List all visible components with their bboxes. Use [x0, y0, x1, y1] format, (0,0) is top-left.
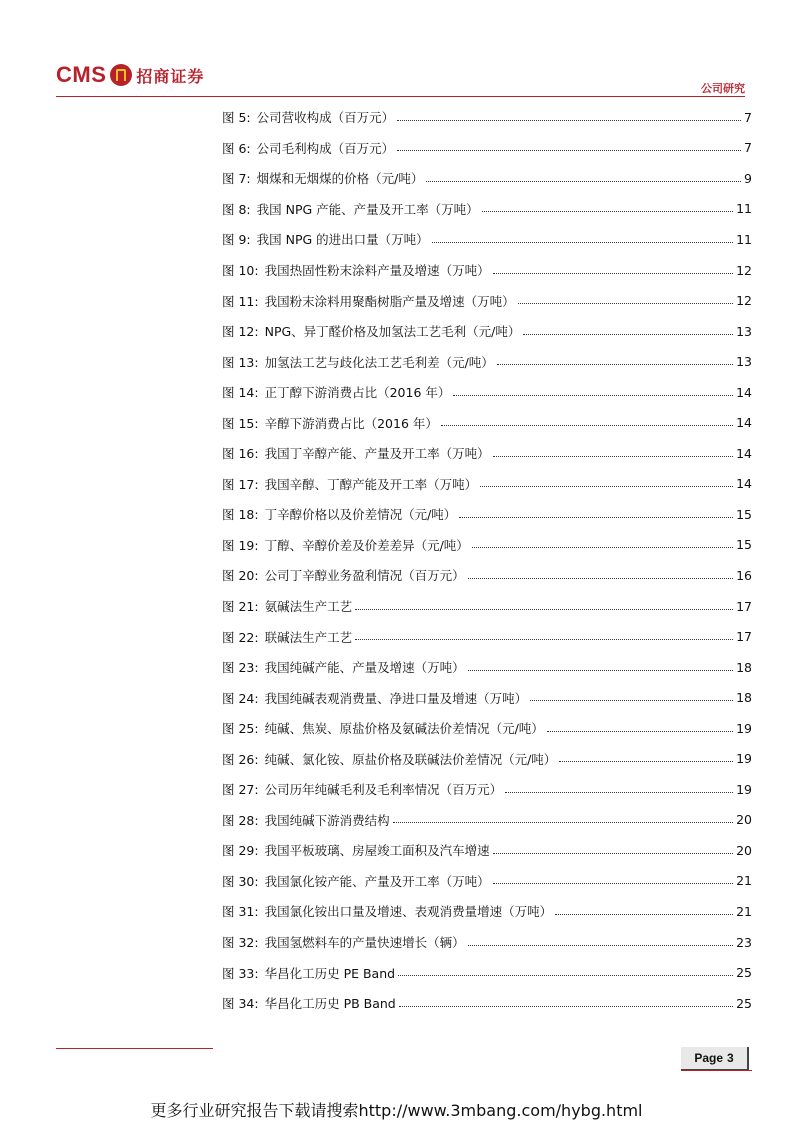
- figure-page-number: 18: [736, 659, 752, 675]
- figure-title: 我国辛醇、丁醇产能及开工率（万吨）: [264, 476, 478, 492]
- figure-title: 纯碱、焦炭、原盐价格及氨碱法价差情况（元/吨）: [264, 721, 544, 737]
- footnote-divider: [56, 1048, 213, 1049]
- figure-title: 公司营收构成（百万元）: [256, 110, 395, 126]
- toc-entry[interactable]: [222, 957, 752, 988]
- figure-page-number: 18: [736, 690, 752, 706]
- figure-number: 图 16:: [222, 446, 259, 462]
- toc-entry[interactable]: [222, 988, 752, 1019]
- dot-leader: [472, 547, 733, 548]
- dot-leader: [355, 609, 733, 610]
- dot-leader: [453, 395, 733, 396]
- toc-entry[interactable]: [222, 499, 752, 530]
- section-label: 公司研究: [701, 82, 745, 95]
- figure-number: 图 30:: [222, 873, 259, 889]
- brand-logo: [56, 62, 204, 88]
- figure-page-number: 14: [736, 445, 752, 461]
- figure-number: 图 34:: [222, 996, 259, 1012]
- figure-page-number: 16: [736, 567, 752, 583]
- figure-number: 图 23:: [222, 660, 259, 676]
- dot-leader: [505, 792, 733, 793]
- dot-leader: [441, 425, 733, 426]
- toc-entry[interactable]: [222, 866, 752, 897]
- figure-number: 图 29:: [222, 843, 259, 859]
- toc-entry[interactable]: [222, 285, 752, 316]
- figure-page-number: 25: [736, 965, 752, 981]
- figure-number: 图 25:: [222, 721, 259, 737]
- toc-entry[interactable]: [222, 102, 752, 133]
- figure-title: 我国热固性粉末涂料产量及增速（万吨）: [264, 263, 490, 278]
- figure-title: 纯碱、氯化铵、原盐价格及联碱法价差情况（元/吨）: [264, 751, 557, 767]
- toc-entry[interactable]: [222, 927, 752, 958]
- figure-number: 图 33:: [222, 965, 259, 981]
- figure-title: 烟煤和无烟煤的价格（元/吨）: [256, 171, 424, 187]
- toc-entry[interactable]: [222, 743, 752, 774]
- dot-leader: [518, 303, 733, 304]
- dot-leader: [468, 578, 733, 579]
- figure-title: 加氢法工艺与歧化法工艺毛利差（元/吨）: [264, 354, 494, 370]
- dot-leader: [523, 334, 733, 335]
- figure-title: 华昌化工历史 PE Band: [264, 965, 396, 981]
- toc-entry[interactable]: [222, 530, 752, 561]
- page-number-badge: [681, 1047, 749, 1071]
- figure-page-number: 20: [736, 842, 752, 858]
- figure-number: 图 11:: [222, 293, 259, 309]
- figure-page-number: 9: [744, 170, 752, 186]
- dot-leader: [468, 945, 733, 946]
- dot-leader: [397, 150, 741, 151]
- toc-entry[interactable]: [222, 835, 752, 866]
- figure-number: 图 5:: [222, 110, 251, 126]
- figure-page-number: 21: [736, 873, 752, 889]
- figure-page-number: 20: [736, 812, 752, 828]
- figure-title: 我国纯碱表观消费量、净进口量及增速（万吨）: [264, 690, 528, 706]
- figure-page-number: 11: [736, 201, 752, 217]
- toc-entry[interactable]: [222, 621, 752, 652]
- dot-leader: [547, 731, 733, 732]
- dot-leader: [497, 364, 733, 365]
- header-divider: [56, 96, 745, 97]
- figure-page-number: 13: [736, 323, 752, 339]
- figure-title: 我国氯化铵出口量及增速、表观消费量增速（万吨）: [264, 904, 553, 920]
- toc-entry[interactable]: [222, 682, 752, 713]
- dot-leader: [493, 456, 733, 457]
- figure-number: 图 22:: [222, 629, 259, 645]
- toc-entry[interactable]: [222, 896, 752, 927]
- figure-title: 我国氯化铵产能、产量及开工率（万吨）: [264, 873, 490, 889]
- figure-title: 丁辛醇价格以及价差情况（元/吨）: [264, 507, 457, 523]
- figure-title: 华昌化工历史 PB Band: [264, 996, 396, 1012]
- figure-number: 图 6:: [222, 140, 251, 156]
- dot-leader: [480, 486, 733, 487]
- figure-number: 图 28:: [222, 812, 259, 828]
- figure-number: 图 18:: [222, 507, 259, 523]
- dot-leader: [468, 670, 733, 671]
- figure-number: 图 12:: [222, 324, 259, 340]
- logo-cms-text: CMS: [56, 62, 107, 87]
- toc-entry[interactable]: [222, 774, 752, 805]
- figure-number: 图 31:: [222, 904, 259, 920]
- toc-entry[interactable]: [222, 194, 752, 225]
- toc-entry[interactable]: [222, 346, 752, 377]
- figure-page-number: 19: [736, 781, 752, 797]
- figure-title: 我国 NPG 产能、产量及开工率（万吨）: [256, 201, 479, 217]
- figure-number: 图 27:: [222, 782, 259, 798]
- figure-title: 我国纯碱产能、产量及增速（万吨）: [264, 660, 465, 676]
- figure-page-number: 14: [736, 476, 752, 492]
- figure-number: 图 17:: [222, 476, 259, 492]
- logo-company-name: 招商证券: [136, 66, 205, 86]
- toc-entry[interactable]: [222, 407, 752, 438]
- dot-leader: [459, 517, 733, 518]
- figure-title: 丁醇、辛醇价差及价差差异（元/吨）: [264, 537, 469, 553]
- figure-page-number: 25: [736, 995, 752, 1011]
- figure-number: 图 24:: [222, 690, 259, 706]
- figure-title: 正丁醇下游消费占比（2016 年）: [264, 385, 451, 401]
- figure-page-number: 17: [736, 598, 752, 614]
- figure-title: 我国丁辛醇产能、产量及开工率（万吨）: [264, 446, 490, 462]
- figure-page-number: 19: [736, 751, 752, 767]
- figure-title: 公司毛利构成（百万元）: [256, 140, 395, 156]
- figure-number: 图 19:: [222, 537, 259, 553]
- figure-number: 图 10:: [222, 263, 259, 278]
- figure-index-list: [222, 102, 752, 1018]
- dot-leader: [493, 273, 733, 274]
- figure-title: 氨碱法生产工艺: [264, 599, 353, 615]
- page-badge-underline: [681, 1070, 752, 1071]
- figure-number: 图 9:: [222, 232, 251, 248]
- toc-entry[interactable]: [222, 133, 752, 164]
- toc-entry[interactable]: [222, 438, 752, 469]
- figure-page-number: 12: [736, 293, 752, 309]
- figure-number: 图 14:: [222, 385, 259, 401]
- toc-entry[interactable]: [222, 163, 752, 194]
- dot-leader: [397, 120, 741, 121]
- figure-title: 辛醇下游消费占比（2016 年）: [264, 415, 438, 431]
- dot-leader: [399, 1006, 733, 1007]
- figure-page-number: 21: [736, 903, 752, 919]
- figure-title: 公司丁辛醇业务盈利情况（百万元）: [264, 568, 465, 584]
- toc-entry[interactable]: [222, 469, 752, 500]
- figure-title: 我国纯碱下游消费结构: [264, 812, 390, 828]
- figure-title: 我国平板玻璃、房屋竣工面积及汽车增速: [264, 843, 490, 859]
- toc-entry[interactable]: [222, 652, 752, 683]
- toc-entry[interactable]: [222, 255, 752, 286]
- page-header: [0, 0, 793, 100]
- dot-leader: [432, 242, 733, 243]
- figure-page-number: 14: [736, 415, 752, 431]
- toc-entry[interactable]: [222, 224, 752, 255]
- dot-leader: [482, 211, 733, 212]
- figure-number: 图 26:: [222, 751, 259, 767]
- dot-leader: [530, 700, 733, 701]
- dot-leader: [493, 853, 733, 854]
- figure-number: 图 32:: [222, 935, 259, 951]
- figure-number: 图 15:: [222, 415, 259, 431]
- toc-entry[interactable]: [222, 316, 752, 347]
- figure-page-number: 12: [736, 262, 752, 278]
- dot-leader: [426, 181, 741, 182]
- figure-page-number: 7: [744, 109, 752, 125]
- logo-emblem-icon: [110, 64, 132, 86]
- figure-number: 图 8:: [222, 201, 251, 217]
- dot-leader: [355, 639, 733, 640]
- dot-leader: [493, 883, 733, 884]
- dot-leader: [398, 975, 733, 976]
- figure-number: 图 21:: [222, 599, 259, 615]
- figure-page-number: 19: [736, 720, 752, 736]
- figure-page-number: 23: [736, 934, 752, 950]
- figure-number: 图 13:: [222, 354, 259, 370]
- dot-leader: [393, 822, 733, 823]
- toc-entry[interactable]: [222, 713, 752, 744]
- page-label: Page: [694, 1051, 723, 1065]
- figure-title: 我国粉末涂料用聚酯树脂产量及增速（万吨）: [264, 293, 515, 309]
- figure-number: 图 20:: [222, 568, 259, 584]
- figure-page-number: 7: [744, 140, 752, 156]
- toc-entry[interactable]: [222, 377, 752, 408]
- toc-entry[interactable]: [222, 591, 752, 622]
- figure-page-number: 15: [736, 506, 752, 522]
- figure-title: 联碱法生产工艺: [264, 629, 353, 645]
- download-promo-text: 更多行业研究报告下载请搜索http://www.3mbang.com/hybg.html: [150, 1101, 643, 1120]
- toc-entry[interactable]: [222, 560, 752, 591]
- figure-page-number: 15: [736, 537, 752, 553]
- figure-title: 我国 NPG 的进出口量（万吨）: [256, 232, 429, 248]
- figure-page-number: 14: [736, 384, 752, 400]
- dot-leader: [559, 761, 733, 762]
- figure-page-number: 13: [736, 354, 752, 370]
- figure-page-number: 11: [736, 231, 752, 247]
- figure-number: 图 7:: [222, 171, 251, 187]
- figure-page-number: 17: [736, 629, 752, 645]
- figure-title: 公司历年纯碱毛利及毛利率情况（百万元）: [264, 782, 503, 798]
- dot-leader: [555, 914, 733, 915]
- figure-title: NPG、异丁醛价格及加氢法工艺毛利（元/吨）: [264, 324, 521, 340]
- figure-title: 我国氢燃料车的产量快速增长（辆）: [264, 935, 465, 951]
- toc-entry[interactable]: [222, 805, 752, 836]
- page-number: 3: [727, 1051, 734, 1065]
